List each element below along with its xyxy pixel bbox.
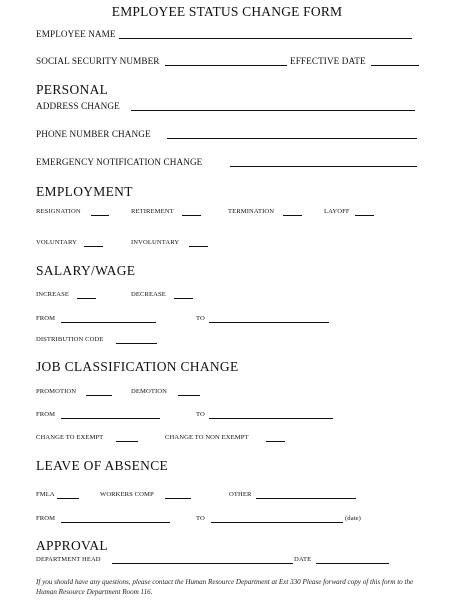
- involuntary-field[interactable]: [189, 246, 208, 247]
- instructions-note: If you should have any questions, please contact the Human Resource Department at Ext 330 Please forward copy of this form to the Human Resource Department Room 116.: [36, 578, 414, 596]
- voluntary-field[interactable]: [84, 246, 103, 247]
- employee-name-label: EMPLOYEE NAME: [36, 29, 116, 39]
- workers-comp-label: WORKERS COMP: [100, 491, 154, 498]
- decrease-field[interactable]: [174, 298, 193, 299]
- form-title: EMPLOYEE STATUS CHANGE FORM: [111, 4, 343, 19]
- emergency-change-label: EMERGENCY NOTIFICATION CHANGE: [36, 157, 203, 167]
- to-non-exempt-field[interactable]: [266, 441, 285, 442]
- decrease-label: DECREASE: [131, 291, 166, 298]
- ssn-label: SOCIAL SECURITY NUMBER: [36, 56, 160, 66]
- retirement-label: RETIREMENT: [131, 208, 174, 215]
- involuntary-label: INVOLUNTARY: [131, 239, 180, 246]
- leave-to-field[interactable]: [211, 522, 343, 523]
- fmla-field[interactable]: [57, 498, 79, 499]
- salary-heading: SALARY/WAGE: [36, 263, 136, 278]
- resignation-label: RESIGNATION: [36, 208, 81, 215]
- workers-comp-field[interactable]: [165, 498, 191, 499]
- to-exempt-field[interactable]: [116, 441, 138, 442]
- promotion-field[interactable]: [86, 395, 112, 396]
- department-head-label: DEPARTMENT HEAD: [36, 556, 101, 563]
- to-non-exempt-label: CHANGE TO NON EXEMPT: [165, 434, 249, 441]
- leave-from-label: FROM: [36, 515, 56, 522]
- leave-date-suffix: (date): [345, 515, 361, 522]
- salary-to-field[interactable]: [209, 322, 329, 323]
- termination-field[interactable]: [283, 215, 302, 216]
- ssn-field[interactable]: [165, 65, 287, 66]
- salary-from-label: FROM: [36, 315, 56, 322]
- layoff-label: LAYOFF: [324, 208, 350, 215]
- resignation-field[interactable]: [91, 215, 109, 216]
- job-from-field[interactable]: [61, 418, 160, 419]
- salary-from-field[interactable]: [61, 322, 156, 323]
- leave-from-field[interactable]: [61, 522, 170, 523]
- increase-label: INCREASE: [36, 291, 70, 298]
- promotion-label: PROMOTION: [36, 388, 77, 395]
- address-change-label: ADDRESS CHANGE: [36, 101, 120, 111]
- distribution-code-field[interactable]: [116, 343, 157, 344]
- other-label: OTHER: [229, 491, 252, 498]
- approval-date-label: DATE: [294, 556, 312, 563]
- emergency-change-field[interactable]: [230, 166, 417, 167]
- department-head-field[interactable]: [112, 563, 293, 564]
- job-to-field[interactable]: [209, 418, 333, 419]
- retirement-field[interactable]: [182, 215, 201, 216]
- address-change-field[interactable]: [131, 110, 415, 111]
- approval-date-field[interactable]: [316, 563, 389, 564]
- leave-to-label: TO: [196, 515, 205, 522]
- personal-heading: PERSONAL: [36, 82, 109, 97]
- effective-date-label: EFFECTIVE DATE: [290, 56, 366, 66]
- demotion-field[interactable]: [178, 395, 200, 396]
- voluntary-label: VOLUNTARY: [36, 239, 78, 246]
- job-heading: JOB CLASSIFICATION CHANGE: [36, 359, 239, 374]
- distribution-code-label: DISTRIBUTION CODE: [36, 336, 104, 343]
- employment-heading: EMPLOYMENT: [36, 184, 133, 199]
- layoff-field[interactable]: [355, 215, 374, 216]
- approval-heading: APPROVAL: [36, 538, 108, 553]
- termination-label: TERMINATION: [228, 208, 275, 215]
- demotion-label: DEMOTION: [131, 388, 167, 395]
- job-to-label: TO: [196, 411, 205, 418]
- fmla-label: FMLA: [36, 491, 55, 498]
- effective-date-field[interactable]: [371, 65, 419, 66]
- phone-change-label: PHONE NUMBER CHANGE: [36, 129, 151, 139]
- to-exempt-label: CHANGE TO EXEMPT: [36, 434, 104, 441]
- employee-name-field[interactable]: [119, 38, 412, 39]
- increase-field[interactable]: [77, 298, 96, 299]
- salary-to-label: TO: [196, 315, 205, 322]
- leave-heading: LEAVE OF ABSENCE: [36, 458, 169, 473]
- other-field[interactable]: [256, 498, 356, 499]
- phone-change-field[interactable]: [167, 138, 417, 139]
- job-from-label: FROM: [36, 411, 56, 418]
